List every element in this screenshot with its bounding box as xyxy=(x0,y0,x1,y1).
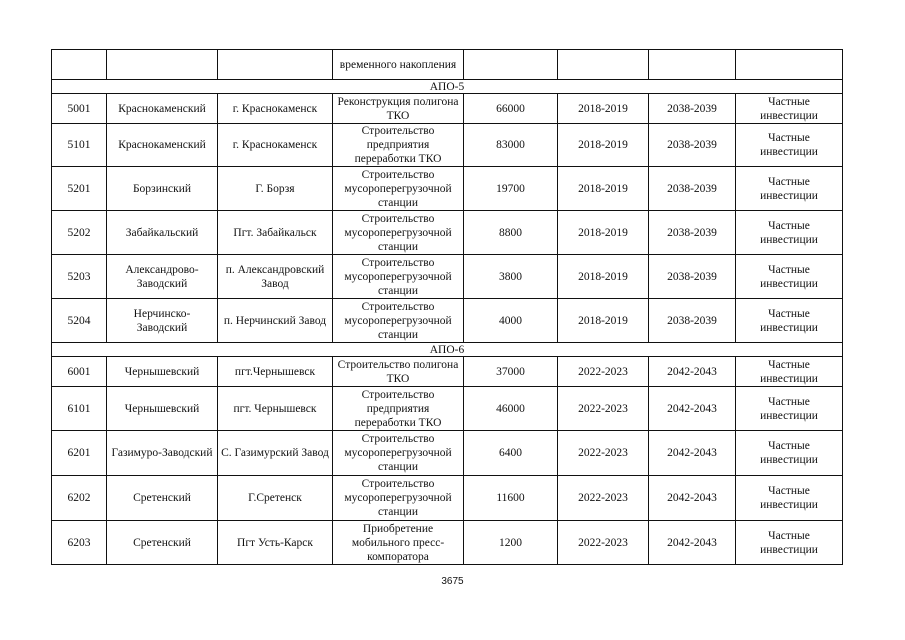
cell-build-period: 2018-2019 xyxy=(558,211,649,255)
cell-locality: п. Александровский Завод xyxy=(218,255,333,299)
cell-district: Александрово-Заводский xyxy=(107,255,218,299)
cell-code: 6202 xyxy=(52,476,107,521)
cell-code: 5101 xyxy=(52,124,107,167)
cell-operation-end: 2042-2043 xyxy=(649,357,736,387)
continuation-row xyxy=(52,50,843,80)
cell-capacity: 6400 xyxy=(464,431,558,476)
section-title: АПО-6 xyxy=(52,343,843,357)
table-body xyxy=(52,50,843,565)
cell-locality: пгт.Чернышевск xyxy=(218,357,333,387)
cell-operation-end: 2042-2043 xyxy=(649,431,736,476)
cell-operation-end: 2038-2039 xyxy=(649,94,736,124)
cell-build-period: 2022-2023 xyxy=(558,476,649,521)
cell-funding: Частные инвестиции xyxy=(736,431,843,476)
cell-object-type: Строительство мусороперегрузочной станции xyxy=(333,211,464,255)
cell-code: 6101 xyxy=(52,387,107,431)
cell-build-period: 2022-2023 xyxy=(558,387,649,431)
cell-capacity: 1200 xyxy=(464,521,558,565)
cell-build-period: 2022-2023 xyxy=(558,521,649,565)
cell-build-period: 2018-2019 xyxy=(558,94,649,124)
cell-operation-end: 2038-2039 xyxy=(649,167,736,211)
cell-operation-end xyxy=(649,50,736,80)
cell-district: Краснокаменский xyxy=(107,94,218,124)
cell-operation-end: 2042-2043 xyxy=(649,521,736,565)
cell-funding: Частные инвестиции xyxy=(736,387,843,431)
cell-object-type: Реконструкция полигона ТКО xyxy=(333,94,464,124)
cell-code: 5202 xyxy=(52,211,107,255)
cell-code: 5203 xyxy=(52,255,107,299)
cell-build-period xyxy=(558,50,649,80)
cell-district: Чернышевский xyxy=(107,387,218,431)
cell-code: 6201 xyxy=(52,431,107,476)
page-number: 3675 xyxy=(441,576,464,587)
table-row xyxy=(52,255,843,299)
table-row xyxy=(52,431,843,476)
cell-locality: г. Краснокаменск xyxy=(218,94,333,124)
cell-capacity: 8800 xyxy=(464,211,558,255)
cell-district xyxy=(107,50,218,80)
cell-funding: Частные инвестиции xyxy=(736,211,843,255)
cell-capacity: 66000 xyxy=(464,94,558,124)
cell-district: Забайкальский xyxy=(107,211,218,255)
cell-capacity xyxy=(464,50,558,80)
cell-funding: Частные инвестиции xyxy=(736,255,843,299)
cell-build-period: 2018-2019 xyxy=(558,124,649,167)
cell-capacity: 37000 xyxy=(464,357,558,387)
cell-funding xyxy=(736,50,843,80)
cell-object-type: Строительство мусороперегрузочной станции xyxy=(333,299,464,343)
cell-code: 5204 xyxy=(52,299,107,343)
cell-locality: Пгт Усть-Карск xyxy=(218,521,333,565)
cell-locality: С. Газимурский Завод xyxy=(218,431,333,476)
table-row xyxy=(52,521,843,565)
cell-code: 5001 xyxy=(52,94,107,124)
facilities-table xyxy=(51,49,843,565)
cell-capacity: 83000 xyxy=(464,124,558,167)
cell-object-type: Приобретение мобильного пресс-компоратора xyxy=(333,521,464,565)
cell-capacity: 4000 xyxy=(464,299,558,343)
table-row xyxy=(52,299,843,343)
cell-code: 5201 xyxy=(52,167,107,211)
cell-build-period: 2018-2019 xyxy=(558,299,649,343)
cell-object-type: Строительство мусороперегрузочной станции xyxy=(333,431,464,476)
cell-district: Сретенский xyxy=(107,476,218,521)
cell-operation-end: 2038-2039 xyxy=(649,124,736,167)
cell-district: Сретенский xyxy=(107,521,218,565)
cell-funding: Частные инвестиции xyxy=(736,521,843,565)
cell-object-type: Строительство предприятия переработки ТКО xyxy=(333,387,464,431)
cell-object-type: Строительство мусороперегрузочной станции xyxy=(333,167,464,211)
cell-operation-end: 2042-2043 xyxy=(649,387,736,431)
cell-object-type: Строительство предприятия переработки ТКО xyxy=(333,124,464,167)
table-row xyxy=(52,476,843,521)
cell-district: Чернышевский xyxy=(107,357,218,387)
section-title: АПО-5 xyxy=(52,80,843,94)
cell-capacity: 19700 xyxy=(464,167,558,211)
cell-capacity: 46000 xyxy=(464,387,558,431)
table-row xyxy=(52,387,843,431)
cell-capacity: 11600 xyxy=(464,476,558,521)
cell-locality: г. Краснокаменск xyxy=(218,124,333,167)
cell-object-type: временного накопления xyxy=(333,50,464,80)
cell-build-period: 2022-2023 xyxy=(558,431,649,476)
cell-code: 6001 xyxy=(52,357,107,387)
cell-code xyxy=(52,50,107,80)
cell-operation-end: 2038-2039 xyxy=(649,255,736,299)
section-header-row xyxy=(52,343,843,357)
cell-locality xyxy=(218,50,333,80)
cell-district: Краснокаменский xyxy=(107,124,218,167)
cell-operation-end: 2038-2039 xyxy=(649,211,736,255)
cell-build-period: 2018-2019 xyxy=(558,255,649,299)
table-row xyxy=(52,357,843,387)
cell-funding: Частные инвестиции xyxy=(736,357,843,387)
table-row xyxy=(52,211,843,255)
cell-district: Газимуро-Заводский xyxy=(107,431,218,476)
cell-object-type: Строительство полигона ТКО xyxy=(333,357,464,387)
cell-funding: Частные инвестиции xyxy=(736,476,843,521)
table-row xyxy=(52,167,843,211)
cell-locality: пгт. Чернышевск xyxy=(218,387,333,431)
cell-locality: Г.Сретенск xyxy=(218,476,333,521)
cell-operation-end: 2042-2043 xyxy=(649,476,736,521)
cell-locality: п. Нерчинский Завод xyxy=(218,299,333,343)
cell-funding: Частные инвестиции xyxy=(736,94,843,124)
cell-locality: Г. Борзя xyxy=(218,167,333,211)
cell-code: 6203 xyxy=(52,521,107,565)
cell-funding: Частные инвестиции xyxy=(736,124,843,167)
cell-funding: Частные инвестиции xyxy=(736,299,843,343)
cell-district: Борзинский xyxy=(107,167,218,211)
cell-build-period: 2018-2019 xyxy=(558,167,649,211)
cell-locality: Пгт. Забайкальск xyxy=(218,211,333,255)
table-row xyxy=(52,94,843,124)
cell-funding: Частные инвестиции xyxy=(736,167,843,211)
cell-capacity: 3800 xyxy=(464,255,558,299)
table-row xyxy=(52,124,843,167)
cell-build-period: 2022-2023 xyxy=(558,357,649,387)
cell-operation-end: 2038-2039 xyxy=(649,299,736,343)
cell-district: Нерчинско-Заводский xyxy=(107,299,218,343)
cell-object-type: Строительство мусороперегрузочной станции xyxy=(333,476,464,521)
cell-object-type: Строительство мусороперегрузочной станции xyxy=(333,255,464,299)
section-header-row xyxy=(52,80,843,94)
